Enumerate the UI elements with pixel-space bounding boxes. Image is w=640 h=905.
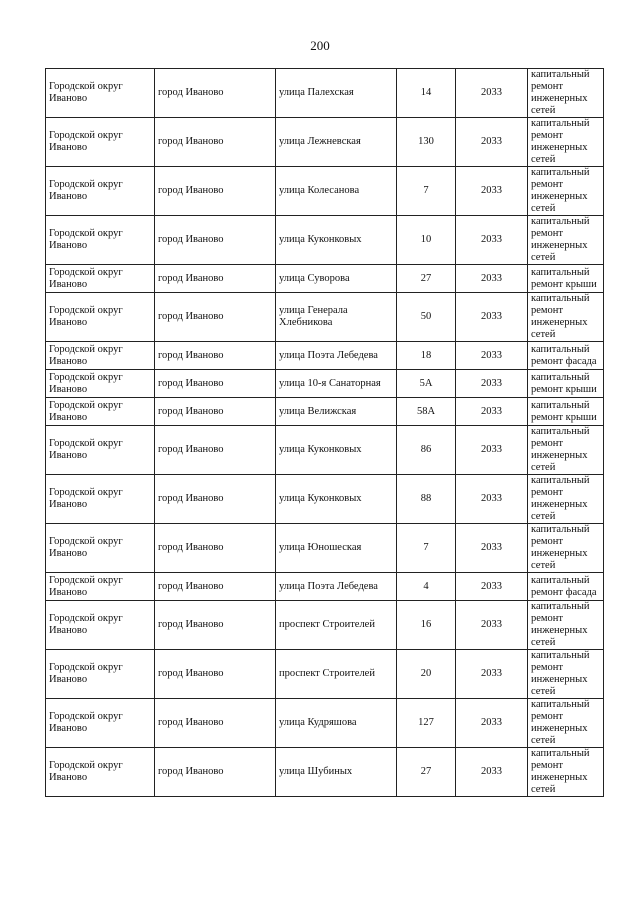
table-row xyxy=(46,398,604,426)
city-cell: город Иваново xyxy=(155,601,276,650)
city-cell: город Иваново xyxy=(155,699,276,748)
district-cell: Городской округ Иваново xyxy=(46,118,155,167)
district-cell: Городской округ Иваново xyxy=(46,167,155,216)
district-cell: Городской округ Иваново xyxy=(46,342,155,370)
street-cell: улица Куконковых xyxy=(276,426,397,475)
work-type-cell: капитальный ремонт крыши xyxy=(528,398,604,426)
table-row xyxy=(46,601,604,650)
work-type-cell: капитальный ремонт инженерных сетей xyxy=(528,699,604,748)
district-cell: Городской округ Иваново xyxy=(46,69,155,118)
house-cell: 7 xyxy=(397,524,456,573)
city-cell: город Иваново xyxy=(155,342,276,370)
district-cell: Городской округ Иваново xyxy=(46,426,155,475)
house-cell: 4 xyxy=(397,573,456,601)
work-type-cell: капитальный ремонт инженерных сетей xyxy=(528,475,604,524)
city-cell: город Иваново xyxy=(155,426,276,475)
table-row xyxy=(46,573,604,601)
work-type-cell: капитальный ремонт фасада xyxy=(528,342,604,370)
table-row xyxy=(46,216,604,265)
year-cell: 2033 xyxy=(456,265,528,293)
district-cell: Городской округ Иваново xyxy=(46,293,155,342)
page-number: 200 xyxy=(310,38,330,53)
city-cell: город Иваново xyxy=(155,167,276,216)
house-cell: 18 xyxy=(397,342,456,370)
city-cell: город Иваново xyxy=(155,524,276,573)
work-type-cell: капитальный ремонт инженерных сетей xyxy=(528,426,604,475)
year-cell: 2033 xyxy=(456,69,528,118)
district-cell: Городской округ Иваново xyxy=(46,748,155,797)
district-cell: Городской округ Иваново xyxy=(46,699,155,748)
city-cell: город Иваново xyxy=(155,293,276,342)
street-cell: проспект Строителей xyxy=(276,601,397,650)
table-row xyxy=(46,342,604,370)
table-row xyxy=(46,699,604,748)
street-cell: улица Палехская xyxy=(276,69,397,118)
street-cell: улица Поэта Лебедева xyxy=(276,573,397,601)
house-cell: 86 xyxy=(397,426,456,475)
house-cell: 16 xyxy=(397,601,456,650)
year-cell: 2033 xyxy=(456,650,528,699)
table-row xyxy=(46,118,604,167)
table-row xyxy=(46,650,604,699)
house-cell: 20 xyxy=(397,650,456,699)
house-cell: 130 xyxy=(397,118,456,167)
district-cell: Городской округ Иваново xyxy=(46,573,155,601)
city-cell: город Иваново xyxy=(155,748,276,797)
year-cell: 2033 xyxy=(456,167,528,216)
street-cell: улица Суворова xyxy=(276,265,397,293)
city-cell: город Иваново xyxy=(155,398,276,426)
district-cell: Городской округ Иваново xyxy=(46,601,155,650)
city-cell: город Иваново xyxy=(155,216,276,265)
city-cell: город Иваново xyxy=(155,265,276,293)
year-cell: 2033 xyxy=(456,293,528,342)
city-cell: город Иваново xyxy=(155,475,276,524)
year-cell: 2033 xyxy=(456,118,528,167)
district-cell: Городской округ Иваново xyxy=(46,265,155,293)
house-cell: 10 xyxy=(397,216,456,265)
house-cell: 88 xyxy=(397,475,456,524)
work-type-cell: капитальный ремонт инженерных сетей xyxy=(528,216,604,265)
year-cell: 2033 xyxy=(456,524,528,573)
city-cell: город Иваново xyxy=(155,370,276,398)
house-cell: 7 xyxy=(397,167,456,216)
table-row xyxy=(46,293,604,342)
table-row xyxy=(46,167,604,216)
district-cell: Городской округ Иваново xyxy=(46,216,155,265)
street-cell: улица Юношеская xyxy=(276,524,397,573)
year-cell: 2033 xyxy=(456,426,528,475)
house-cell: 127 xyxy=(397,699,456,748)
table-row xyxy=(46,524,604,573)
street-cell: улица Колесанова xyxy=(276,167,397,216)
house-cell: 5А xyxy=(397,370,456,398)
year-cell: 2033 xyxy=(456,342,528,370)
house-cell: 14 xyxy=(397,69,456,118)
district-cell: Городской округ Иваново xyxy=(46,524,155,573)
house-cell: 27 xyxy=(397,748,456,797)
table-row xyxy=(46,475,604,524)
city-cell: город Иваново xyxy=(155,118,276,167)
year-cell: 2033 xyxy=(456,370,528,398)
district-cell: Городской округ Иваново xyxy=(46,398,155,426)
street-cell: улица Поэта Лебедева xyxy=(276,342,397,370)
work-type-cell: капитальный ремонт фасада xyxy=(528,573,604,601)
year-cell: 2033 xyxy=(456,216,528,265)
street-cell: улица Куконковых xyxy=(276,475,397,524)
city-cell: город Иваново xyxy=(155,573,276,601)
work-type-cell: капитальный ремонт инженерных сетей xyxy=(528,69,604,118)
street-cell: улица Куконковых xyxy=(276,216,397,265)
district-cell: Городской округ Иваново xyxy=(46,370,155,398)
work-type-cell: капитальный ремонт инженерных сетей xyxy=(528,524,604,573)
year-cell: 2033 xyxy=(456,573,528,601)
street-cell: улица Шубиных xyxy=(276,748,397,797)
year-cell: 2033 xyxy=(456,398,528,426)
district-cell: Городской округ Иваново xyxy=(46,475,155,524)
house-cell: 27 xyxy=(397,265,456,293)
street-cell: улица Кудряшова xyxy=(276,699,397,748)
table-row xyxy=(46,426,604,475)
table-row xyxy=(46,265,604,293)
street-cell: улица Генерала Хлебникова xyxy=(276,293,397,342)
work-type-cell: капитальный ремонт крыши xyxy=(528,370,604,398)
city-cell: город Иваново xyxy=(155,650,276,699)
street-cell: улица 10-я Санаторная xyxy=(276,370,397,398)
work-type-cell: капитальный ремонт инженерных сетей xyxy=(528,650,604,699)
table-row xyxy=(46,748,604,797)
work-type-cell: капитальный ремонт инженерных сетей xyxy=(528,293,604,342)
house-cell: 58А xyxy=(397,398,456,426)
work-type-cell: капитальный ремонт крыши xyxy=(528,265,604,293)
work-type-cell: капитальный ремонт инженерных сетей xyxy=(528,118,604,167)
street-cell: улица Лежневская xyxy=(276,118,397,167)
year-cell: 2033 xyxy=(456,601,528,650)
table-row xyxy=(46,69,604,118)
work-type-cell: капитальный ремонт инженерных сетей xyxy=(528,748,604,797)
district-cell: Городской округ Иваново xyxy=(46,650,155,699)
street-cell: улица Велижская xyxy=(276,398,397,426)
street-cell: проспект Строителей xyxy=(276,650,397,699)
city-cell: город Иваново xyxy=(155,69,276,118)
year-cell: 2033 xyxy=(456,748,528,797)
year-cell: 2033 xyxy=(456,699,528,748)
house-cell: 50 xyxy=(397,293,456,342)
table-row xyxy=(46,370,604,398)
housing-repair-table xyxy=(45,68,604,797)
work-type-cell: капитальный ремонт инженерных сетей xyxy=(528,167,604,216)
work-type-cell: капитальный ремонт инженерных сетей xyxy=(528,601,604,650)
year-cell: 2033 xyxy=(456,475,528,524)
